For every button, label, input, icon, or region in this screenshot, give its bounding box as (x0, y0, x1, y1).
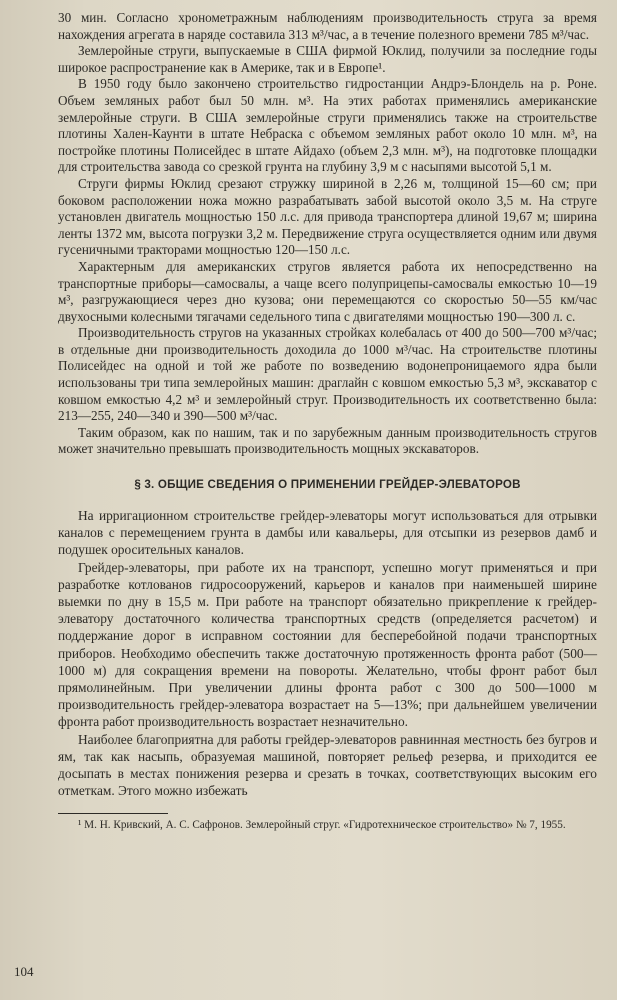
paragraph: Землеройные струги, выпускаемые в США фирмой Юклид, получили за последние годы широкое распространение как в Америке, так и в Европе¹. (58, 43, 597, 75)
footnote-divider (58, 813, 168, 814)
paragraph: На ирригационном строительстве грейдер-элеваторы могут использоваться для отрывки каналов с перемещением грунта в дамбы или кавальеры, для отсыпки из резервов дамб и подушек оросительных каналов. (58, 508, 597, 558)
paragraph: Таким образом, как по нашим, так и по зарубежным данным производительность стругов может значительно превышать производительность мощных экскаваторов. (58, 424, 597, 457)
paragraph: В 1950 году было закончено строительство гидростанции Андрэ-Блондель на р. Роне. Объем земляных работ был 50 млн. м³. На этих работах применялись американские землеройные струги. В США землеройные струги применялись также на строительстве плотины Хален-Каунти в штате Небраска с объемом земляных работ около 10 млн. м³, на постройке плотины Полисейдес в штате Айдахо (объем 2,3 млн. м³), на подготовке площадки для строительства завода со срезкой грунта на глубину 3,9 м с насыпями высотой 5,1 м. (58, 76, 597, 175)
section-grader-elevators-text (58, 507, 597, 799)
paragraph: Характерным для американских стругов является работа их непосредственно на транспортные приборы—самосвалы, а чаще всего полуприцепы-самосвалы емкостью 10—19 м³, разгружающиеся через дно кузова; они перемещаются со скоростью 50—55 км/час двухосными колесными тягачами седельного типа с двигателями мощностью 190—300 л. с. (58, 258, 597, 324)
section-intro-text (58, 10, 597, 458)
page-number: 104 (14, 964, 34, 979)
paragraph: Струги фирмы Юклид срезают стружку шириной в 2,26 м, толщиной 15—60 см; при боковом расположении ножа можно разрабатывать забой высотой около 3,5 м. На струге установлен двигатель мощностью 150 л.с. для привода транспортера длиной 19,67 м; ширина ленты 1372 мм, высота погрузки 3,2 м. Передвижение струга осуществляется одним или двумя гусеничными тракторами мощностью 120—150 л.с. (58, 175, 597, 258)
paragraph: Грейдер-элеваторы, при работе их на транспорт, успешно могут применяться и при разработке котлованов гидросооружений, карьеров и каналов при наименьшей ширине выемки по дну в 15,5 м. При работе на транспорт обязательно прикрепление к грейдер-элеватору достаточного количества транспортных средств (определяется расчетом) и поддержание дорог в исправном состоянии для бесперебойной подачи транспортных приборов. Необходимо обеспечить также достаточную протяженность фронта работ (500—1000 м) для сокращения времени на повороты. Желательно, чтобы фронт работ был прямолинейным. При увеличении длины фронта работ с 300 до 500—1000 м производительность грейдер-элеватора возрастает на 5—13%; при дальнейшем увеличении фронта работ производительность возрастает незначительно. (58, 559, 597, 730)
paragraph: Производительность стругов на указанных стройках колебалась от 400 до 500—700 м³/час; в отдельные дни производительность доходила до 1000 м³/час. На строительстве плотины Полисейдес на одной и той же работе по возведению водонепроницаемого ядра были использованы три типа землеройных машин: драглайн с ковшом емкостью 5,3 м³, экскаватор с ковшом емкостью 4,2 м³ и землеройный струг. Производительность их соответственно была: 213—255, 240—340 и 390—500 м³/час. (58, 325, 597, 424)
paragraph: 30 мин. Согласно хронометражным наблюдениям производительность струга за время нахождения агрегата в наряде составила 313 м³/час, а в течение полезного времени 785 м³/час. (58, 10, 597, 42)
paragraph: Наиболее благоприятна для работы грейдер-элеваторов равнинная местность без бугров и ям, так как насыпь, образуемая машиной, повторяет рельеф резерва, и приходится ее досыпать в местах понижения резерва и срезать в точках, соответствующих высоким его отметкам. Этого можно избежать (58, 731, 597, 799)
footnote: ¹ М. Н. Кривский, А. С. Сафронов. Землеройный струг. «Гидротехническое строительство» № 7, 1955. (78, 819, 566, 832)
section-heading: § 3. ОБЩИЕ СВЕДЕНИЯ О ПРИМЕНЕНИИ ГРЕЙДЕР-ЭЛЕВАТОРОВ (134, 478, 521, 492)
